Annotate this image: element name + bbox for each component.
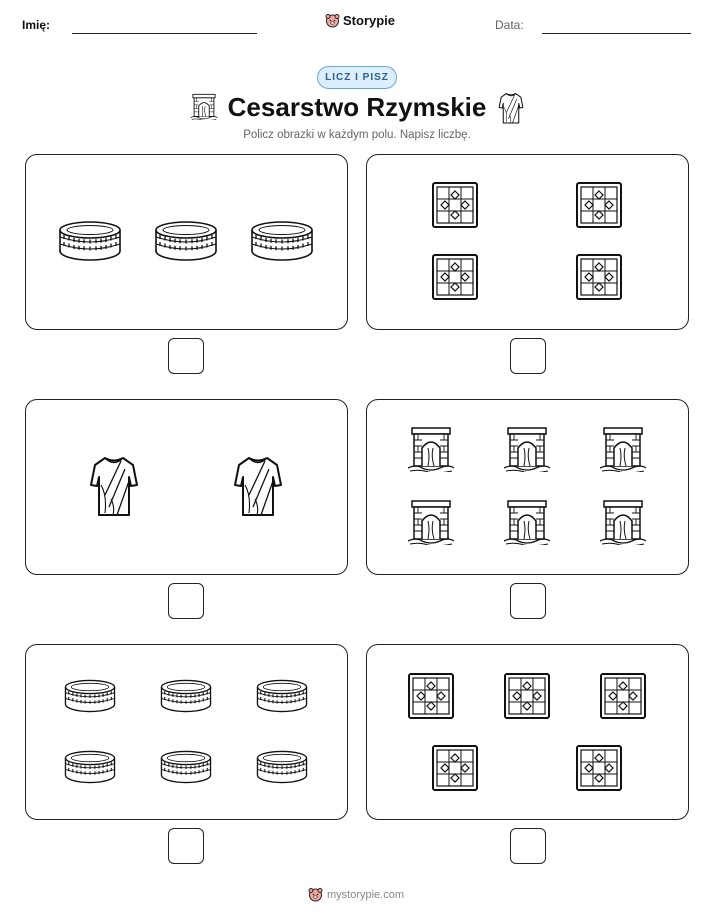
colosseum-icon xyxy=(159,749,213,785)
aqueduct-icon xyxy=(600,424,646,472)
activity-badge: LICZ I PISZ xyxy=(317,66,397,89)
answer-box-5[interactable] xyxy=(168,828,204,864)
mosaic-icon xyxy=(432,254,478,300)
count-panel-5 xyxy=(25,644,348,820)
colosseum-icon xyxy=(250,219,314,263)
bear-icon xyxy=(308,887,323,902)
page-title: Cesarstwo Rzymskie xyxy=(227,92,487,122)
answer-box-4[interactable] xyxy=(510,583,546,619)
aqueduct-icon xyxy=(408,497,454,545)
date-label: Data: xyxy=(495,18,524,32)
mosaic-icon xyxy=(576,182,622,228)
date-line[interactable] xyxy=(542,33,691,34)
name-label: Imię: xyxy=(22,18,51,32)
colosseum-icon xyxy=(63,749,117,785)
aqueduct-icon xyxy=(600,497,646,545)
toga-icon xyxy=(90,453,138,519)
mosaic-icon xyxy=(576,254,622,300)
aqueduct-icon xyxy=(408,424,454,472)
answer-box-1[interactable] xyxy=(168,338,204,374)
mosaic-icon xyxy=(408,673,454,719)
aqueduct-icon xyxy=(504,497,550,545)
name-line[interactable] xyxy=(72,33,257,34)
colosseum-icon xyxy=(255,749,309,785)
toga-icon xyxy=(234,453,282,519)
answer-box-2[interactable] xyxy=(510,338,546,374)
count-panel-2 xyxy=(366,154,689,330)
mosaic-icon xyxy=(504,673,550,719)
colosseum-icon xyxy=(63,678,117,714)
footer-url[interactable]: mystorypie.com xyxy=(327,888,405,901)
aqueduct-icon xyxy=(504,424,550,472)
mosaic-icon xyxy=(600,673,646,719)
footer xyxy=(308,887,404,902)
answer-box-3[interactable] xyxy=(168,583,204,619)
colosseum-icon xyxy=(255,678,309,714)
toga-icon xyxy=(498,92,524,124)
mosaic-icon xyxy=(432,745,478,791)
brand-name: Storypie xyxy=(343,13,396,28)
bear-icon xyxy=(325,13,340,28)
answer-box-6[interactable] xyxy=(510,828,546,864)
mosaic-icon xyxy=(576,745,622,791)
colosseum-icon xyxy=(58,219,122,263)
mosaic-icon xyxy=(432,182,478,228)
brand-logo xyxy=(325,13,395,28)
count-panel-6 xyxy=(366,644,689,820)
colosseum-icon xyxy=(154,219,218,263)
colosseum-icon xyxy=(159,678,213,714)
count-panel-3 xyxy=(25,399,348,575)
instructions: Policz obrazki w każdym polu. Napisz liczbę. xyxy=(243,129,471,141)
